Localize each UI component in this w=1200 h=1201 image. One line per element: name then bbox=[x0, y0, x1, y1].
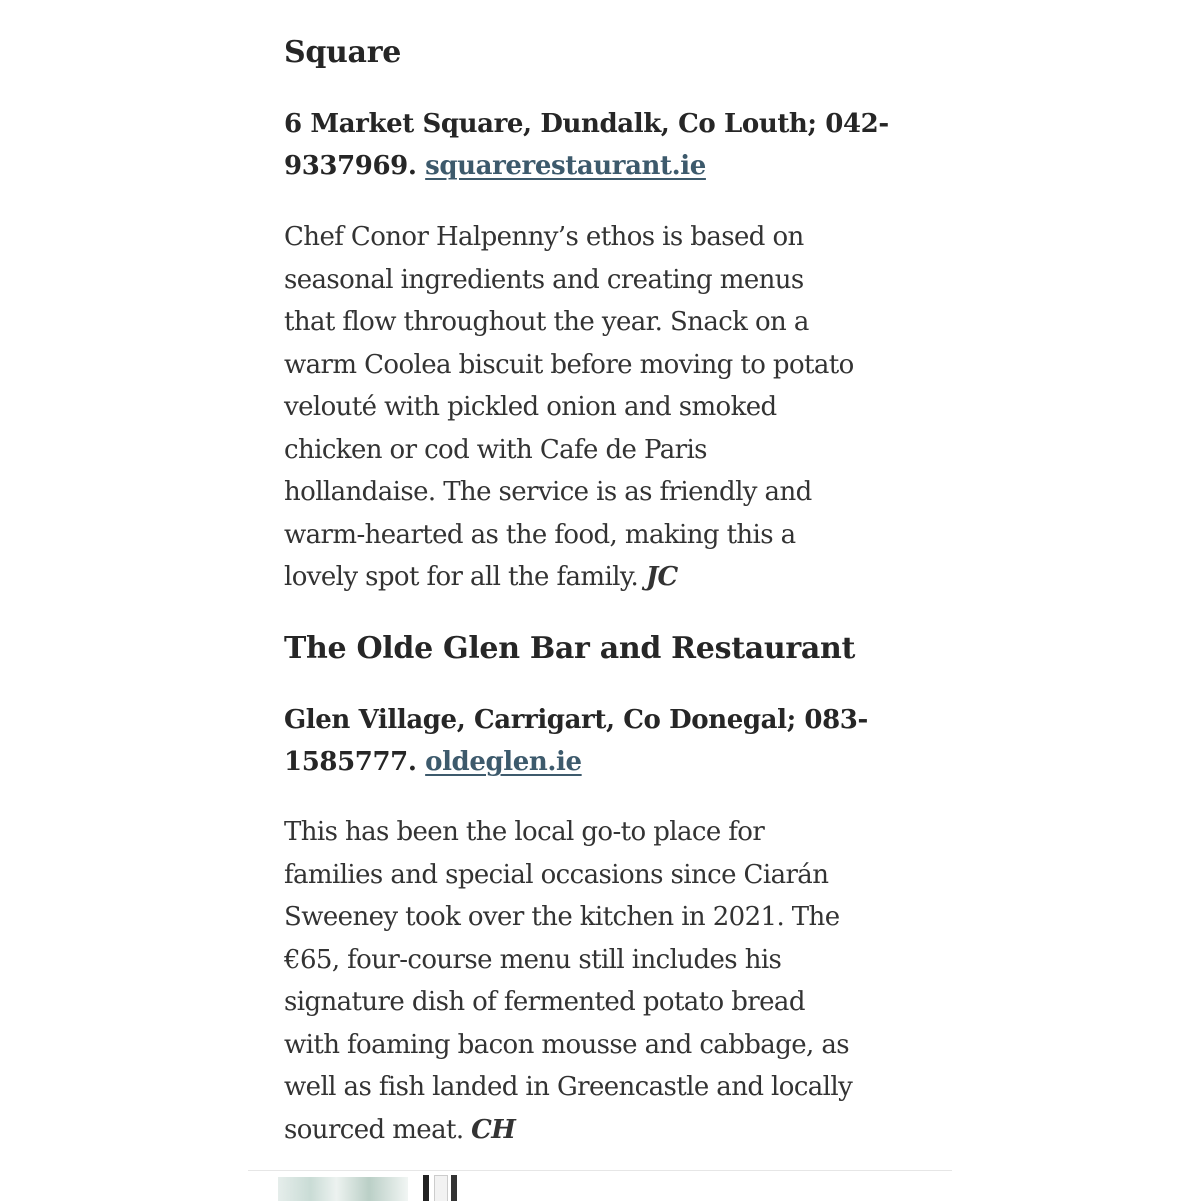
address-line: 9337969. bbox=[284, 151, 426, 181]
image-detail bbox=[451, 1175, 457, 1201]
review-line: velouté with pickled onion and smoked bbox=[284, 392, 777, 422]
review-line: with foaming bacon mousse and cabbage, as bbox=[284, 1029, 849, 1060]
restaurant-title: Square bbox=[284, 35, 401, 70]
review-line: chicken or cod with Cafe de Paris bbox=[284, 434, 707, 465]
review-line: This has been the local go-to place for bbox=[284, 817, 765, 847]
restaurant-website-link[interactable]: oldeglen.ie bbox=[425, 747, 582, 777]
restaurant-title: The Olde Glen Bar and Restaurant bbox=[284, 631, 856, 666]
review-line: signature dish of fermented potato bread bbox=[284, 987, 805, 1017]
restaurant-website-link[interactable]: squarerestaurant.ie bbox=[425, 151, 706, 181]
address-line: 6 Market Square, Dundalk, Co Louth; 042- bbox=[284, 109, 889, 139]
review-line: Chef Conor Halpenny’s ethos is based on bbox=[284, 222, 804, 252]
review-line: sourced meat. bbox=[284, 1114, 472, 1145]
image-detail bbox=[434, 1175, 448, 1201]
image-detail bbox=[423, 1175, 429, 1201]
review-line: well as fish landed in Greencastle and locally bbox=[284, 1072, 853, 1102]
reviewer-initials: JC bbox=[645, 562, 678, 592]
review-line: warm-hearted as the food, making this a bbox=[284, 519, 796, 550]
review-line: that flow throughout the year. Snack on a bbox=[284, 307, 809, 337]
address-line: 1585777. bbox=[284, 747, 426, 777]
reviewer-initials: CH bbox=[471, 1114, 516, 1145]
review-line: families and special occasions since Ciarán bbox=[284, 859, 829, 890]
review-line: seasonal ingredients and creating menus bbox=[284, 264, 804, 295]
review-line: Sweeney took over the kitchen in 2021. The bbox=[284, 902, 840, 932]
restaurant-review bbox=[284, 216, 924, 599]
restaurant-address bbox=[284, 699, 924, 783]
review-line: €65, four-course menu still includes his bbox=[284, 944, 782, 975]
review-line: hollandaise. The service is as friendly and bbox=[284, 477, 812, 507]
restaurant-address bbox=[284, 103, 924, 187]
review-line: lovely spot for all the family. bbox=[284, 562, 646, 592]
article-image-partial bbox=[248, 1170, 952, 1201]
restaurant-review bbox=[284, 811, 924, 1151]
review-line: warm Coolea biscuit before moving to potato bbox=[284, 349, 854, 380]
plant-image-fragment bbox=[278, 1177, 408, 1201]
address-line: Glen Village, Carrigart, Co Donegal; 083- bbox=[284, 705, 868, 735]
